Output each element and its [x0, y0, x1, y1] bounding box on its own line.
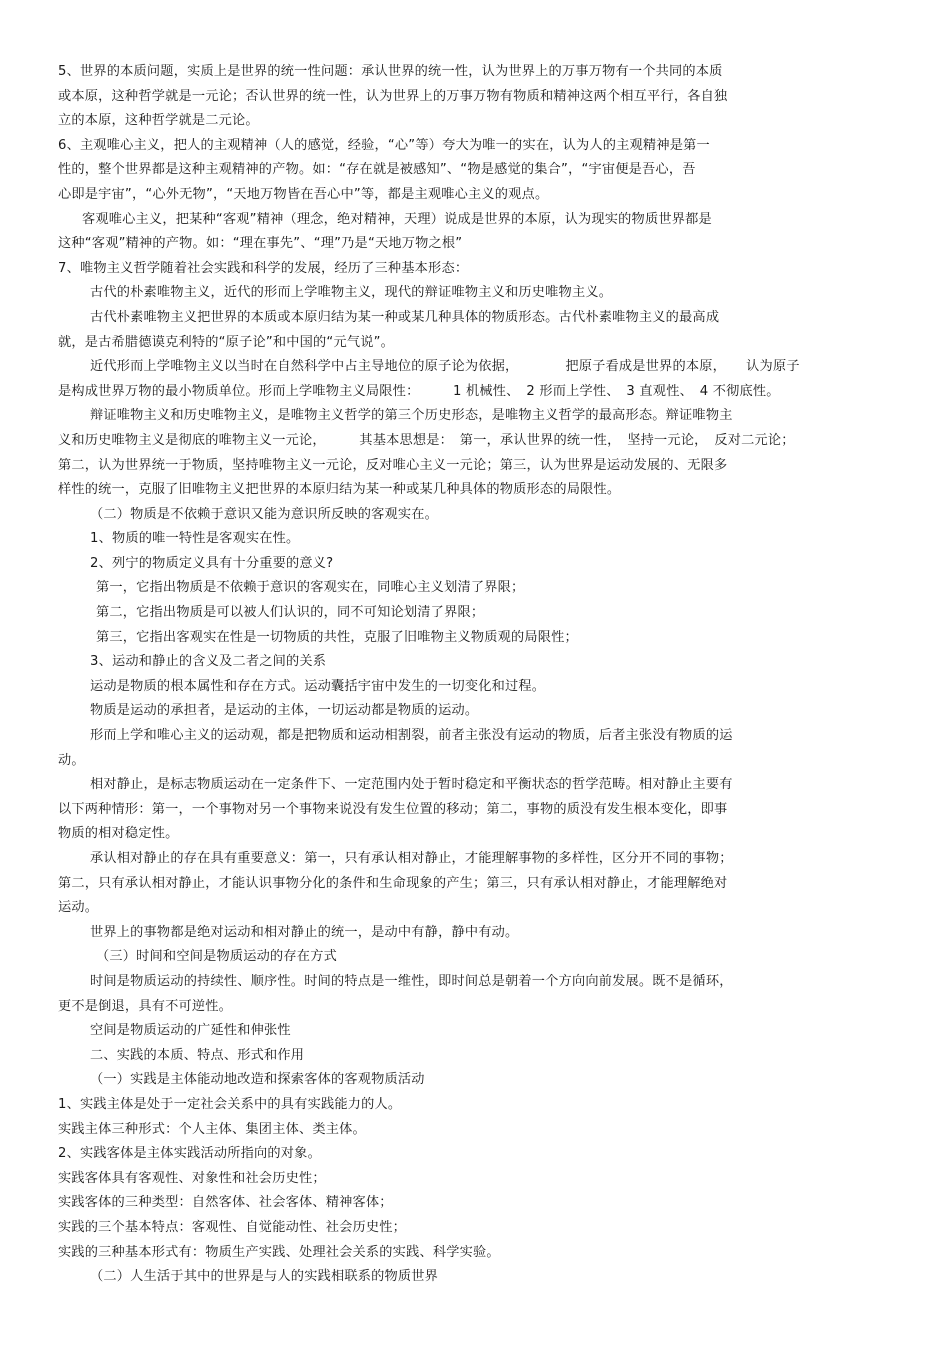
text-line: 古代朴素唯物主义把世界的本质或本原归结为某一种或某几种具体的物质形态。古代朴素唯物主义的最高成	[90, 309, 720, 325]
text-line: （一）实践是主体能动地改造和探索客体的客观物质活动	[90, 1072, 425, 1088]
text-line: 运动是物质的根本属性和存在方式。运动囊括宇宙中发生的一切变化和过程。	[90, 678, 546, 694]
text-line: 相对静止，是标志物质运动在一定条件下、一定范围内处于暂时稳定和平衡状态的哲学范畴。相对静止主要有	[90, 777, 733, 793]
text-line: 就，是古希腊德谟克利特的“原子论”和中国的“元气说”。	[58, 334, 395, 350]
text-line: 义和历史唯物主义是彻底的唯物主义一元论， 其基本思想是： 第一，承认世界的统一性， 坚持一元论， 反对二元论；	[58, 432, 795, 448]
text-line: 立的本原，这种哲学就是二元论。	[58, 113, 259, 129]
text-line: （二）物质是不依赖于意识又能为意识所反映的客观实在。	[90, 506, 439, 522]
text-line: 空间是物质运动的广延性和伸张性	[90, 1023, 291, 1039]
text-line: 3、运动和静止的含义及二者之间的关系	[90, 654, 327, 670]
text-line: 2、实践客体是主体实践活动所指向的对象。	[58, 1146, 321, 1162]
text-line: 1、物质的唯一特性是客观实在性。	[90, 531, 300, 547]
text-line: 实践的三个基本特点：客观性、自觉能动性、社会历史性；	[58, 1219, 407, 1235]
text-line: 世界上的事物都是绝对运动和相对静止的统一，是动中有静，静中有动。	[90, 924, 519, 940]
text-line: 第二，它指出物质是可以被人们认识的，同不可知论划清了界限；	[96, 605, 485, 621]
text-line: 实践主体三种形式：个人主体、集团主体、类主体。	[58, 1121, 366, 1137]
text-line: 是构成世界万物的最小物质单位。形而上学唯物主义局限性： 1 机械性、 2 形而上学性、 3 直观性、 4 不彻底性。	[58, 383, 780, 399]
text-line: 以下两种情形：第一，一个事物对另一个事物来说没有发生位置的移动；第二，事物的质没有发生根本变化，即事	[58, 801, 728, 817]
text-line: 近代形而上学唯物主义以当时在自然科学中占主导地位的原子论为依据， 把原子看成是世界的本原， 认为原子	[90, 359, 800, 375]
text-line: 第二，只有承认相对静止，才能认识事物分化的条件和生命现象的产生；第三，只有承认相对静止，才能理解绝对	[58, 875, 728, 891]
text-line: 二、实践的本质、特点、形式和作用	[90, 1047, 305, 1063]
text-line: 第一，它指出物质是不依赖于意识的客观实在，同唯心主义划清了界限；	[96, 580, 525, 596]
text-line: （二）人生活于其中的世界是与人的实践相联系的物质世界	[90, 1269, 439, 1285]
text-line: 或本原，这种哲学就是一元论；否认世界的统一性，认为世界上的万事万物有物质和精神这两个相互平行，各自独	[58, 88, 728, 104]
text-line: 物质的相对稳定性。	[58, 826, 179, 842]
text-line: 心即是宇宙”，“心外无物”，“天地万物皆在吾心中”等，都是主观唯心主义的观点。	[58, 186, 549, 202]
text-line: 第三，它指出客观实在性是一切物质的共性，克服了旧唯物主义物质观的局限性；	[96, 629, 578, 645]
text-line: 物质是运动的承担者，是运动的主体，一切运动都是物质的运动。	[90, 703, 479, 719]
text-line: 实践客体具有客观性、对象性和社会历史性；	[58, 1170, 326, 1186]
text-line: 辩证唯物主义和历史唯物主义，是唯物主义哲学的第三个历史形态，是唯物主义哲学的最高形态。辩证唯物主	[90, 408, 733, 424]
text-line: 时间是物质运动的持续性、顺序性。时间的特点是一维性，即时间总是朝着一个方向向前发展。既不是循环，	[90, 973, 733, 989]
text-line: 7、唯物主义哲学随着社会实践和科学的发展，经历了三种基本形态：	[58, 260, 469, 276]
text-line: 1、实践主体是处于一定社会关系中的具有实践能力的人。	[58, 1096, 402, 1112]
text-line: 这种“客观”精神的产物。如：“理在事先”、“理”乃是“天地万物之根”	[58, 236, 463, 252]
text-line: 样性的统一，克服了旧唯物主义把世界的本原归结为某一种或某几种具体的物质形态的局限性。	[58, 482, 621, 498]
document-page	[58, 60, 890, 1290]
text-line: 实践的三种基本形式有：物质生产实践、处理社会关系的实践、科学实验。	[58, 1244, 500, 1260]
text-line: 客观唯心主义，把某种“客观”精神（理念，绝对精神，天理）说成是世界的本原，认为现实的物质世界都是	[82, 211, 712, 227]
text-line: 第二，认为世界统一于物质，坚持唯物主义一元论，反对唯心主义一元论；第三，认为世界是运动发展的、无限多	[58, 457, 728, 473]
text-line: 形而上学和唯心主义的运动观，都是把物质和运动相割裂，前者主张没有运动的物质，后者主张没有物质的运	[90, 728, 733, 744]
text-line: 6、主观唯心主义，把人的主观精神（人的感觉，经验，“心”等）夸大为唯一的实在，认为人的主观精神是第一	[58, 137, 710, 153]
text-line: 实践客体的三种类型：自然客体、社会客体、精神客体；	[58, 1195, 393, 1211]
text-line: 承认相对静止的存在具有重要意义：第一，只有承认相对静止，才能理解事物的多样性，区分开不同的事物；	[90, 851, 733, 866]
text-line: 性的，整个世界都是这种主观精神的产物。如：“存在就是被感知”、“物是感觉的集合”，“宇宙便是吾心，吾	[58, 162, 696, 178]
text-line: 5、世界的本质问题，实质上是世界的统一性问题：承认世界的统一性，认为世界上的万事万物有一个共同的本质	[58, 64, 723, 79]
text-line: 运动。	[58, 900, 99, 916]
text-line: 2、列宁的物质定义具有十分重要的意义?	[90, 555, 334, 571]
text-line: 动。	[58, 752, 85, 768]
text-line: 更不是倒退，具有不可逆性。	[58, 998, 233, 1014]
text-line: （三）时间和空间是物质运动的存在方式	[96, 949, 337, 965]
text-line: 古代的朴素唯物主义，近代的形而上学唯物主义，现代的辩证唯物主义和历史唯物主义。	[90, 285, 613, 301]
